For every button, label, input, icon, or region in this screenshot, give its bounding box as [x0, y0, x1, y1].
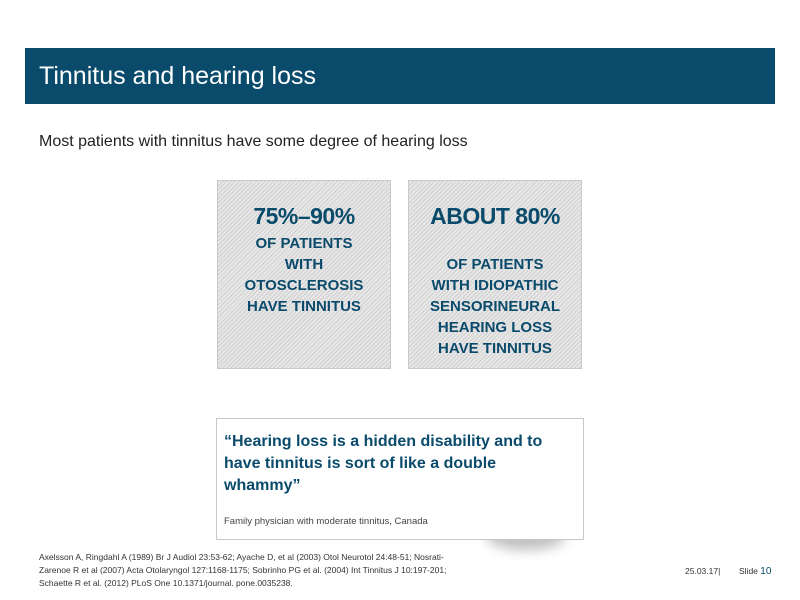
quote-line: whammy” [224, 477, 301, 494]
stat-value: 75%–90% [253, 203, 355, 229]
stat-description [415, 254, 575, 359]
reference-line: Schaette R et al. (2012) PLoS One 10.1371/journal. pone.0035238. [39, 578, 293, 588]
quote-box [216, 418, 584, 540]
stat-line: WITH IDIOPATHIC [431, 277, 559, 294]
slide-label: Slide [739, 566, 758, 576]
reference-line: Zarenoe R et al (2007) Acta Otolaryngol 127:1168-1175; Sobrinho PG et al. (2004) Int Tinnitus J 10:197-201; [39, 565, 447, 575]
quote-line: “Hearing loss is a hidden disability and to [224, 433, 543, 450]
stat-line: HAVE TINNITUS [247, 298, 361, 315]
stat-line: HAVE TINNITUS [438, 340, 552, 357]
quote-line: have tinnitus is sort of like a double [224, 455, 497, 472]
quote-attribution: Family physician with moderate tinnitus, Canada [224, 516, 428, 527]
slide-subtitle: Most patients with tinnitus have some degree of hearing loss [39, 133, 468, 150]
footer-date: 25.03.17| [685, 566, 721, 576]
stat-line: SENSORINEURAL [429, 298, 560, 315]
title-bar [25, 48, 775, 104]
stat-line: WITH [284, 256, 324, 273]
footer-slide [739, 566, 771, 577]
slide-title: Tinnitus and hearing loss [39, 62, 317, 90]
footer-references [39, 551, 539, 590]
stat-line: OTOSCLEROSIS [244, 277, 364, 294]
slide-number: 10 [760, 566, 772, 577]
stat-value: ABOUT 80% [430, 203, 560, 229]
quote-text [224, 431, 580, 497]
stat-line: OF PATIENTS [255, 235, 353, 252]
stat-box-sensorineural [408, 180, 582, 369]
stat-description [224, 233, 384, 317]
reference-line: Axelsson A, Ringdahl A (1989) Br J Audiol 23:53-62; Ayache D, et al (2003) Otol Neurotol 24:48-51; Nosrati- [39, 552, 444, 562]
stat-line: OF PATIENTS [446, 256, 544, 273]
stat-box-otosclerosis [217, 180, 391, 369]
stat-line: HEARING LOSS [437, 319, 553, 336]
